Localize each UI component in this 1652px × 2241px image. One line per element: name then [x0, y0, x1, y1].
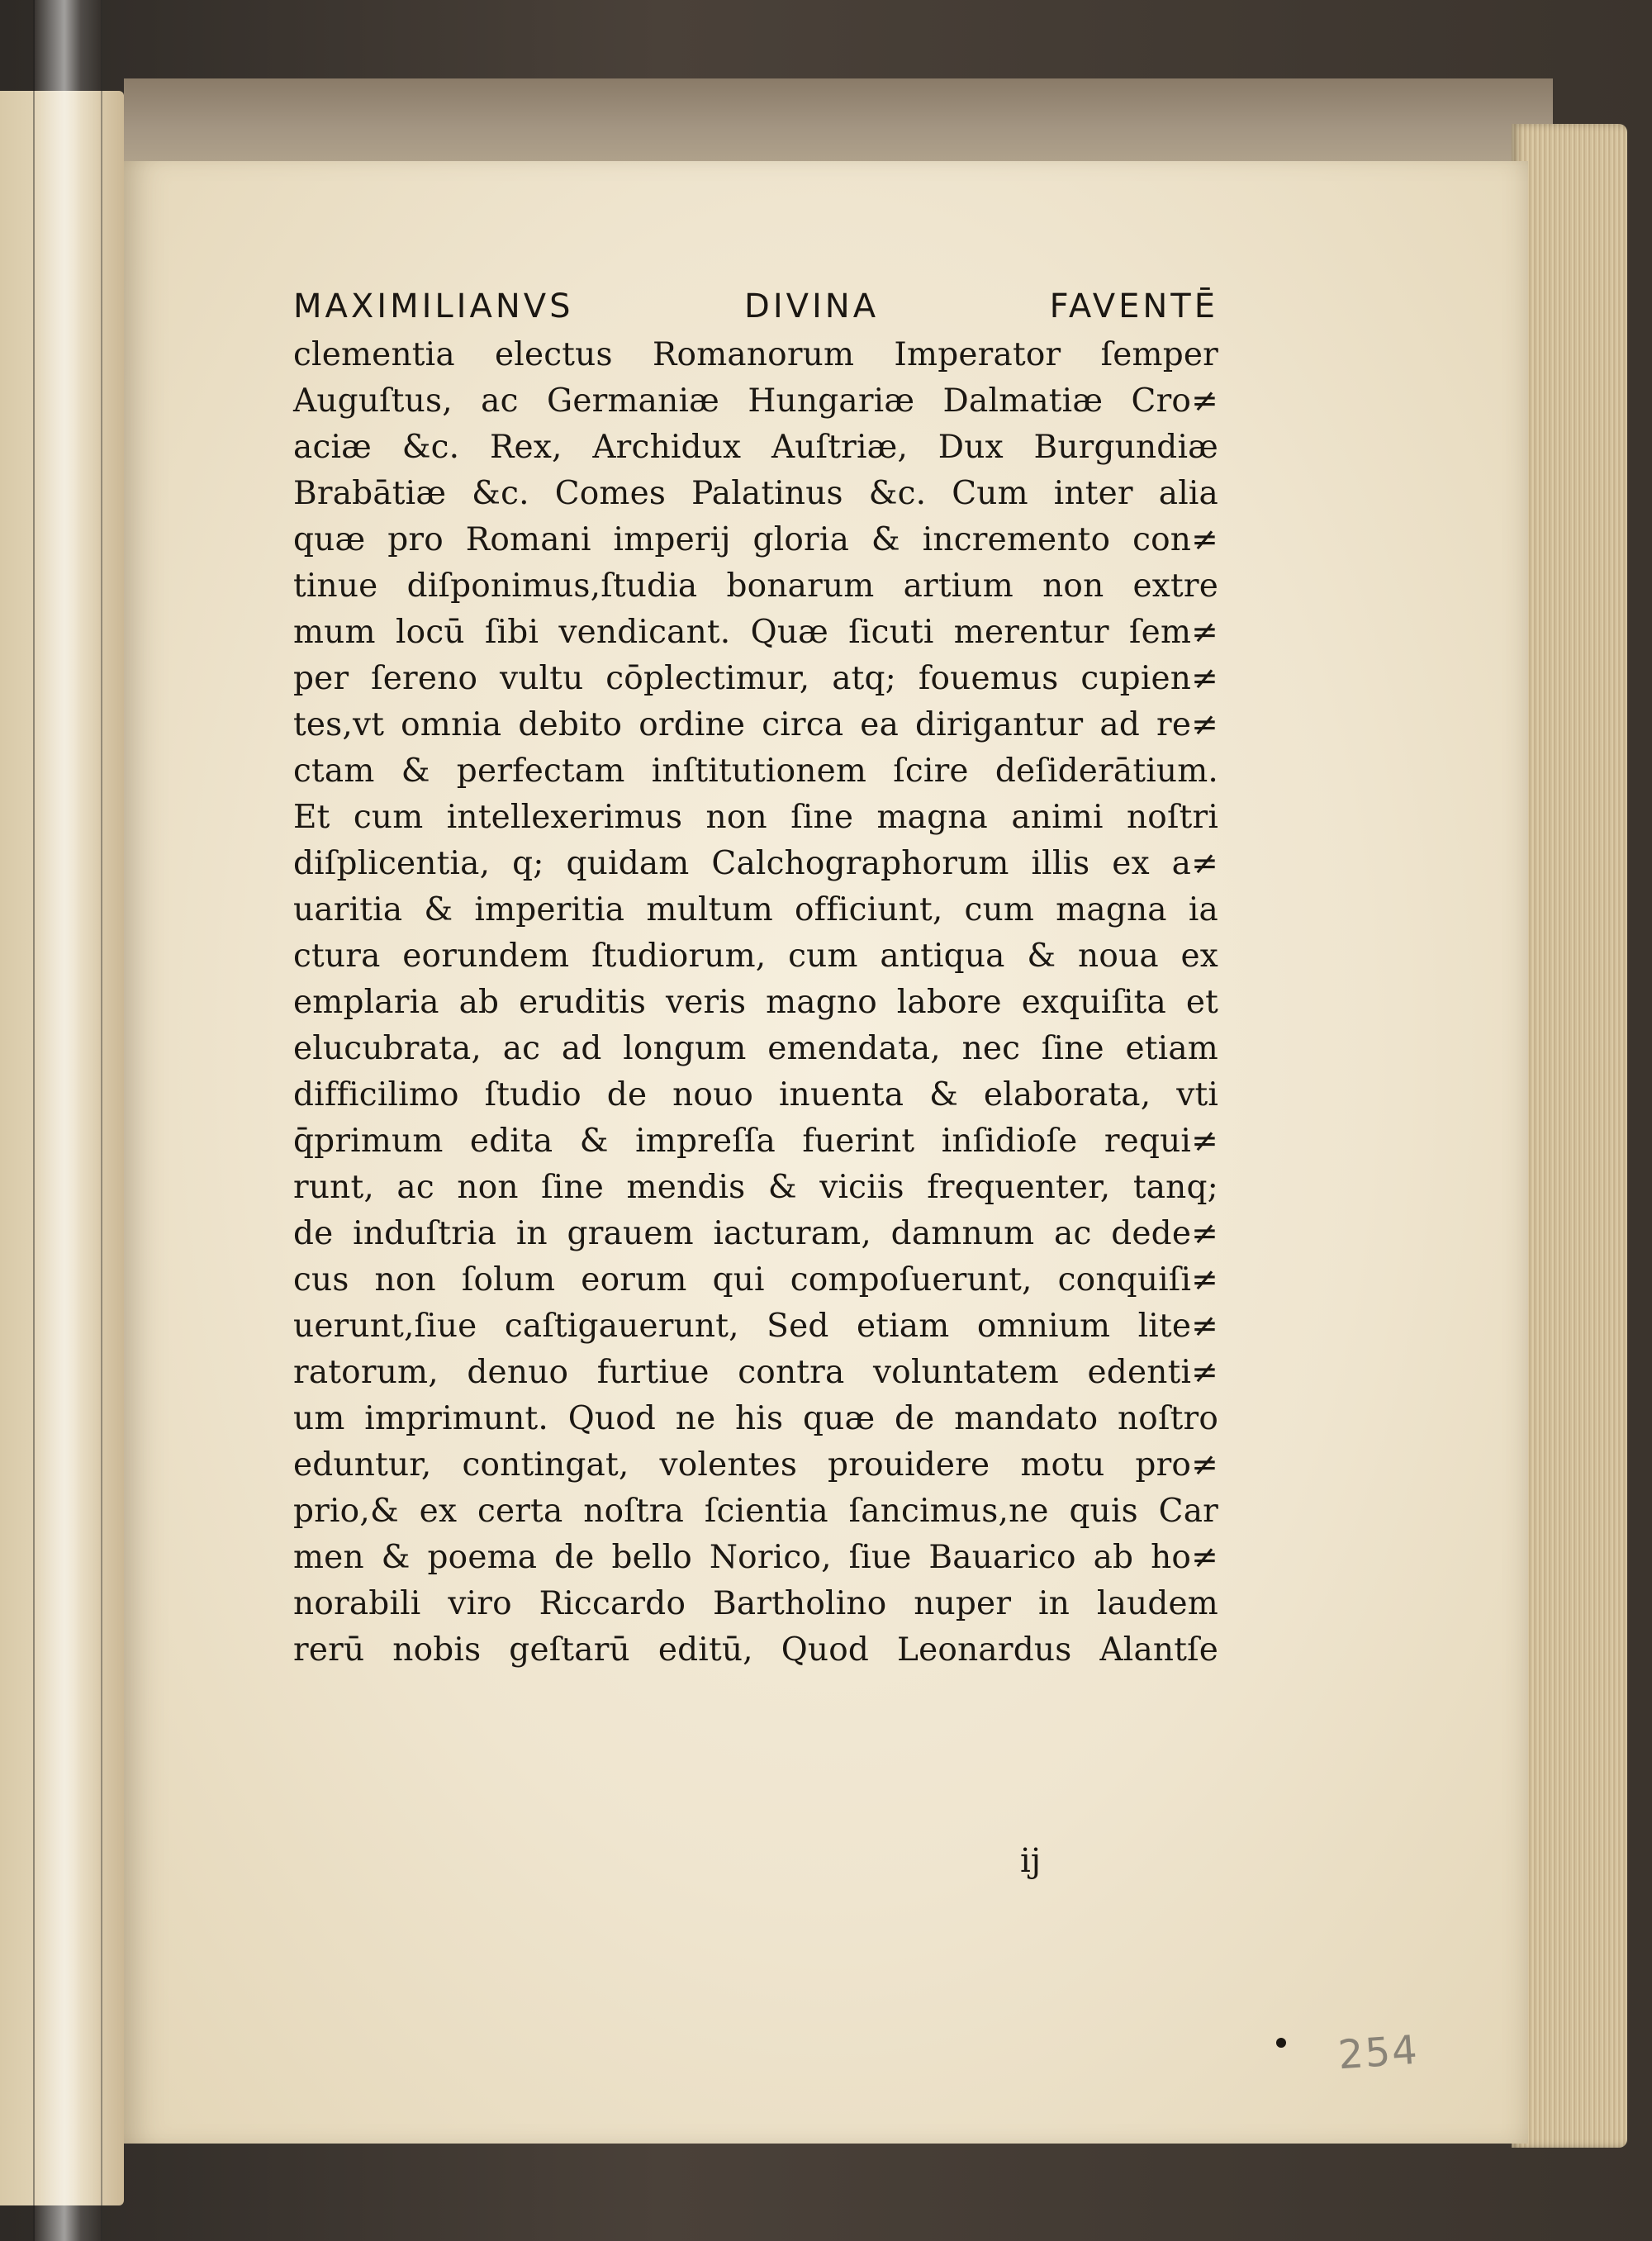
text-line: tes,vt omnia debito ordine circa ea dirigantur ad re≠ — [293, 706, 1218, 743]
page-edges — [1512, 124, 1627, 2148]
text-line: diſplicentia, q; quidam Calchographorum illis ex a≠ — [293, 845, 1218, 882]
text-line: clementia electus Romanorum Imperator ſemper — [293, 336, 1218, 373]
text-line: de induſtria in grauem iacturam, damnum ac dede≠ — [293, 1215, 1218, 1252]
text-line: quæ pro Romani imperij gloria & incremento con≠ — [293, 521, 1218, 558]
text-line: uaritia & imperitia multum officiunt, cum magna ia — [293, 891, 1218, 928]
text-line: Auguſtus, ac Germaniæ Hungariæ Dalmatiæ Cro≠ — [293, 382, 1218, 420]
text-line: eduntur, contingat, volentes prouidere motu pro≠ — [293, 1446, 1218, 1484]
glass-holder-strip — [33, 0, 102, 2241]
text-line: um imprimunt. Quod ne his quæ de mandato noſtro — [293, 1400, 1218, 1437]
text-line: Brabātiæ &c. Comes Palatinus &c. Cum inter alia — [293, 475, 1218, 512]
text-line: aciæ &c. Rex, Archidux Auſtriæ, Dux Burgundiæ — [293, 429, 1218, 466]
text-line: uerunt,ſiue caſtigauerunt, Sed etiam omnium lite≠ — [293, 1308, 1218, 1345]
book-page — [124, 161, 1528, 2144]
text-line: elucubrata, ac ad longum emendata, nec ſine etiam — [293, 1030, 1218, 1067]
text-block — [293, 281, 1218, 1674]
text-line: rerū nobis geſtarū editū, Quod Leonardus Alantſe — [293, 1631, 1218, 1669]
text-line: runt, ac non ſine mendis & viciis frequenter, tanq; — [293, 1169, 1218, 1206]
text-line: prio,& ex certa noſtra ſcientia ſancimus,ne quis Car — [293, 1493, 1218, 1530]
text-line: tinue diſponimus,ſtudia bonarum artium non extre — [293, 567, 1218, 605]
text-line: mum locū ſibi vendicant. Quæ ſicuti merentur ſem≠ — [293, 614, 1218, 651]
text-line: q̄primum edita & impreſſa fuerint inſidioſe requi≠ — [293, 1123, 1218, 1160]
text-line: emplaria ab eruditis veris magno labore exquiſita et — [293, 984, 1218, 1021]
text-line: ctam & perfectam inſtitutionem ſcire deſiderātium. — [293, 753, 1218, 790]
ink-dot — [1276, 2038, 1286, 2048]
text-line: MAXIMILIANVS DIVINA FAVENTĒ — [293, 287, 1218, 325]
signature-mark: ij — [1020, 1842, 1042, 1880]
text-line: difficilimo ſtudio de nouo inuenta & elaborata, vti — [293, 1076, 1218, 1113]
text-line: per ſereno vultu cōplectimur, atq; fouemus cupien≠ — [293, 660, 1218, 697]
text-line: norabili viro Riccardo Bartholino nuper in laudem — [293, 1585, 1218, 1622]
folio-number: 254 — [1336, 2026, 1421, 2079]
text-line: ratorum, denuo furtiue contra voluntatem edenti≠ — [293, 1354, 1218, 1391]
text-line: ctura eorundem ſtudiorum, cum antiqua & noua ex — [293, 938, 1218, 975]
text-line: Et cum intellexerimus non ſine magna animi noſtri — [293, 799, 1218, 836]
text-line: cus non ſolum eorum qui compoſuerunt, conquiſi≠ — [293, 1261, 1218, 1299]
text-line: men & poema de bello Norico, ſiue Bauarico ab ho≠ — [293, 1539, 1218, 1576]
